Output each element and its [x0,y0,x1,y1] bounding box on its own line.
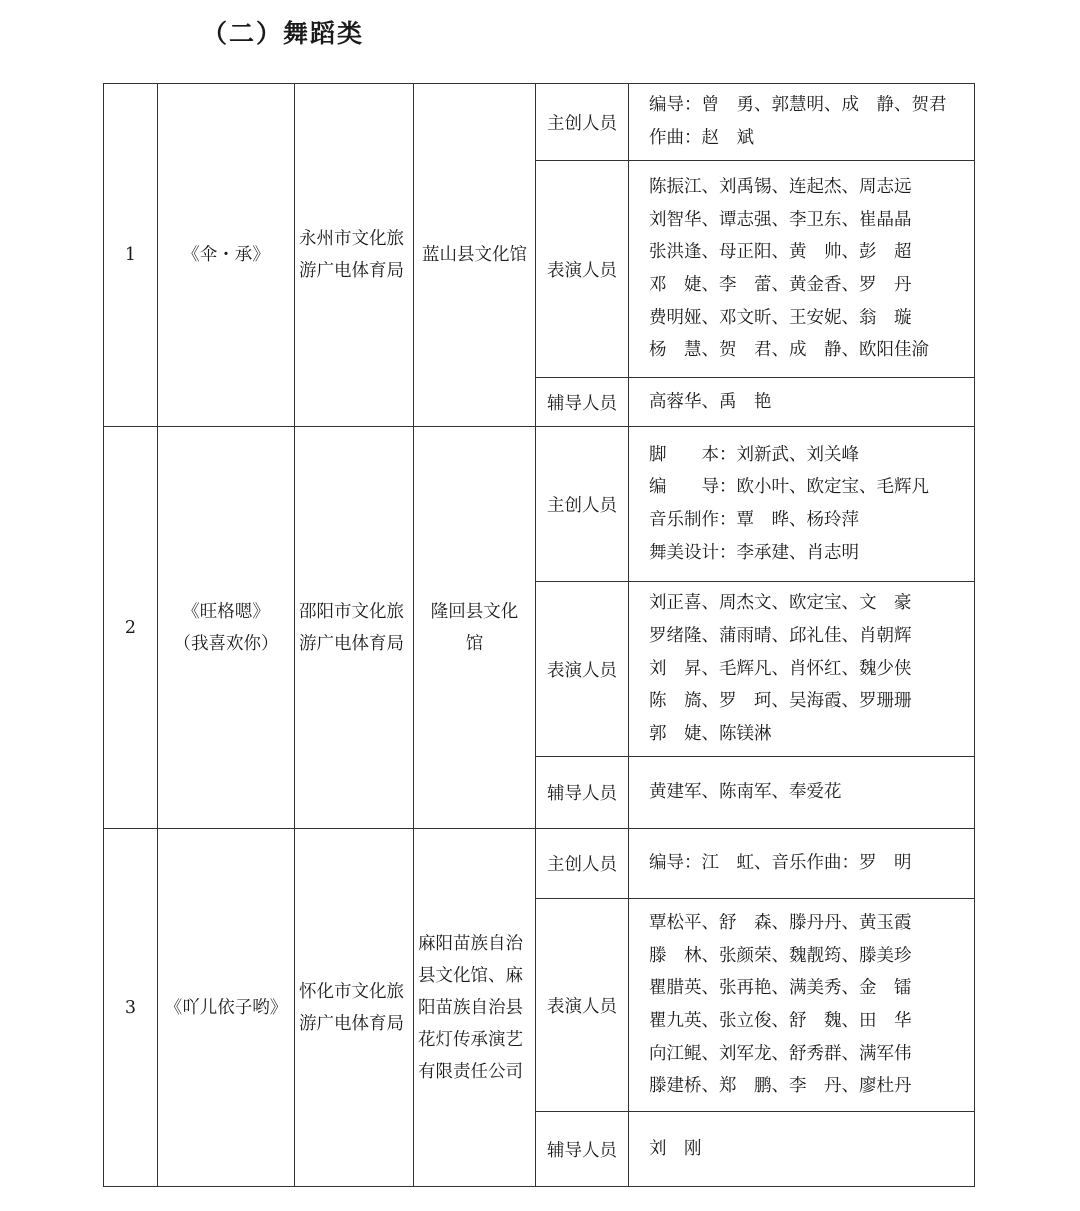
text-line: 陈 旖、罗 珂、吴海霞、罗珊珊 [649,691,912,712]
text-line: 瞿九英、张立俊、舒 魏、田 华 [649,1011,912,1031]
tutors-list [629,757,975,829]
creators-list [629,84,975,161]
work-title-cell [158,84,295,427]
tutors-list [629,1112,975,1187]
text-line: 编 导：欧小叶、欧定宝、毛辉凡 [649,477,929,498]
text-line: 郭 婕、陈镁淋 [649,724,772,745]
work-title-cell [158,427,295,829]
role-label: 主创人员 [536,84,629,161]
entry-number: 1 [104,84,158,427]
text-line: 邓 婕、李 蕾、黄金香、罗 丹 [649,275,912,295]
table-row [104,829,975,899]
creators-list [629,427,975,582]
text-line: 舞美设计：李承建、肖志明 [649,542,859,563]
text-line: 编导：曾 勇、郭慧明、成 静、贺君 [649,95,947,116]
organization: 麻阳苗族自治县文化馆、麻阳苗族自治县花灯传承演艺有限责任公司 [414,829,536,1187]
role-label: 主创人员 [536,829,629,899]
performers-list [629,899,975,1112]
text-line: 覃松平、舒 森、滕丹丹、黄玉霞 [649,912,912,933]
text-line: 向江鲲、刘军龙、舒秀群、满军伟 [649,1043,912,1064]
text-line: 陈振江、刘禹锡、连起杰、周志远 [649,176,912,197]
work-title-cell [158,829,295,1187]
work-subtitle: （我喜欢你） [173,633,279,654]
text-line: 费明娅、邓文昕、王安妮、翁 璇 [649,307,912,328]
role-label: 辅导人员 [536,757,629,829]
organization: 隆回县文化馆 [414,427,536,829]
performers-list [629,161,975,378]
text-line: 杨 慧、贺 君、成 静、欧阳佳渝 [649,340,929,361]
role-label: 辅导人员 [536,1112,629,1187]
role-label: 表演人员 [536,161,629,378]
role-label: 主创人员 [536,427,629,582]
text-line: 刘正喜、周杰文、欧定宝、文 豪 [649,593,912,614]
text-line: 瞿腊英、张再艳、满美秀、金 镭 [649,978,912,999]
text-line: 黄建军、陈南军、奉爱花 [649,782,842,803]
performers-list [629,582,975,757]
text-line: 作曲：赵 斌 [649,128,754,148]
text-line: 刘 刚 [649,1138,702,1159]
text-line: 编导：江 虹、音乐作曲：罗 明 [649,853,912,874]
text-line: 滕建桥、郑 鹏、李 丹、廖杜丹 [649,1076,912,1097]
recommending-unit: 邵阳市文化旅游广电体育局 [295,427,414,829]
section-title: （二）舞蹈类 [202,19,365,48]
recommending-unit: 永州市文化旅游广电体育局 [295,84,414,427]
text-line: 刘智华、谭志强、李卫东、崔晶晶 [649,209,912,230]
role-label: 辅导人员 [536,378,629,427]
work-title: 《旺格嗯》 [182,601,270,622]
table-row [104,84,975,161]
organization: 蓝山县文化馆 [414,84,536,427]
text-line: 音乐制作：覃 晔、杨玲萍 [649,510,859,530]
text-line: 脚 本：刘新武、刘关峰 [649,444,859,465]
role-label: 表演人员 [536,899,629,1112]
work-title: 《吖儿依子哟》 [164,997,288,1018]
table-row [104,427,975,582]
work-title: 《伞・承》 [182,245,270,265]
text-line: 滕 林、张颜荣、魏靓筠、滕美珍 [649,945,912,966]
tutors-list [629,378,975,427]
recommending-unit: 怀化市文化旅游广电体育局 [295,829,414,1187]
entry-number: 2 [104,427,158,829]
creators-list [629,829,975,899]
award-table [103,83,975,1187]
text-line: 罗绪隆、蒲雨晴、邱礼佳、肖朝辉 [649,625,912,646]
entry-number: 3 [104,829,158,1187]
text-line: 张洪逢、母正阳、黄 帅、彭 超 [649,242,912,263]
role-label: 表演人员 [536,582,629,757]
text-line: 高蓉华、禹 艳 [649,391,772,412]
text-line: 刘 昇、毛辉凡、肖怀红、魏少侠 [649,658,912,679]
